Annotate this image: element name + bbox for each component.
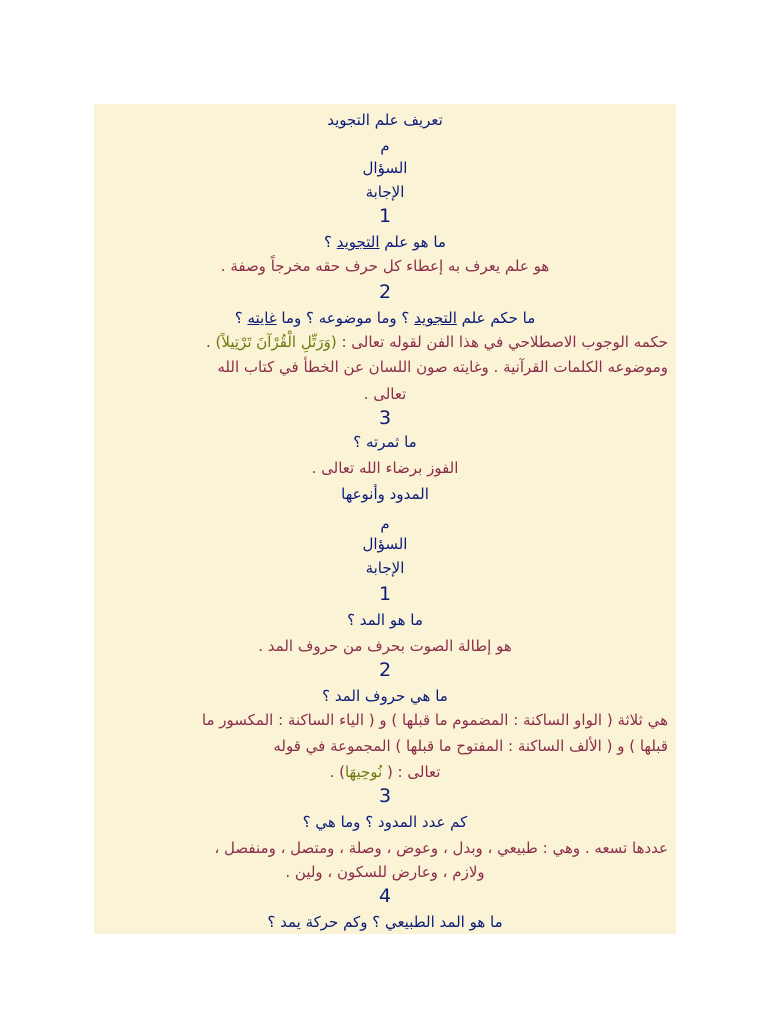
- quran-word: نُوحِيهَا: [344, 763, 383, 781]
- ghayah-link[interactable]: غايته: [247, 309, 277, 327]
- question-text: كم عدد المدود ؟ وما هي ؟: [302, 813, 468, 831]
- question-text: ما هو المد ؟: [347, 611, 423, 629]
- column-header-answer: الإجابة: [365, 183, 405, 201]
- tajweed-link[interactable]: التجويد: [414, 309, 457, 327]
- answer-text: هي ثلاثة ( الواو الساكنة : المضموم ما قبلها ) و ( الياء الساكنة : المكسور ما: [201, 711, 668, 729]
- column-header-question: السؤال: [362, 535, 408, 553]
- item-number: 4: [378, 885, 392, 907]
- column-header-number: م: [380, 515, 390, 533]
- answer-text: وموضوعه الكلمات القرآنية . وغايته صون اللسان عن الخطأ في كتاب الله: [217, 358, 668, 376]
- quran-verse: (وَرَتِّلِ الْقُرْآنَ تَرْتِيلاً): [215, 333, 337, 351]
- question-text: ما هو المد الطبيعي ؟ وكم حركة يمد ؟: [267, 913, 503, 931]
- question-text: ما ثمرته ؟: [353, 433, 417, 451]
- section-title-tajweed: تعريف علم التجويد: [327, 111, 443, 129]
- answer-text: . الفوز برضاء الله تعالى: [311, 459, 459, 477]
- question-text: ما حكم علم التجويد ؟ وما موضوعه ؟ وما غايته ؟: [234, 309, 536, 327]
- column-header-question: السؤال: [362, 159, 408, 177]
- answer-text: . تعالى: [363, 385, 407, 403]
- answer-text: . ولازم ، وعارض للسكون ، ولين: [285, 863, 485, 881]
- answer-text: . تعالى : ( نُوحِيهَا): [329, 763, 441, 781]
- question-text: ما هو علم التجويد ؟: [324, 233, 446, 251]
- document-page: [94, 104, 676, 934]
- item-number: 3: [378, 785, 392, 807]
- answer-text: قبلها ) و ( الألف الساكنة : المفتوح ما قبلها ) المجموعة في قوله: [273, 737, 668, 755]
- item-number: 1: [378, 205, 392, 227]
- answer-text: . هو إطالة الصوت بحرف من حروف المد: [258, 637, 512, 655]
- answer-text: حكمه الوجوب الاصطلاحي في هذا الفن لقوله تعالى : (وَرَتِّلِ الْقُرْآنَ تَرْتِيلاً) .: [206, 333, 668, 351]
- tajweed-link[interactable]: التجويد: [336, 233, 380, 251]
- item-number: 3: [378, 407, 392, 429]
- item-number: 2: [378, 281, 392, 303]
- answer-text: . هو علم يعرف به إعطاء كل حرف حقه مخرجاً وصفة: [220, 257, 550, 275]
- question-text: ما هي حروف المد ؟: [322, 687, 448, 705]
- item-number: 1: [378, 583, 392, 605]
- column-header-answer: الإجابة: [365, 559, 405, 577]
- section-title-madd: المدود وأنوعها: [341, 485, 429, 503]
- column-header-number: م: [380, 137, 390, 155]
- answer-text: عددها تسعه . وهي : طبيعي ، وبدل ، وعوض ، وصلة ، ومتصل ، ومنفصل ،: [214, 839, 668, 857]
- item-number: 2: [378, 659, 392, 681]
